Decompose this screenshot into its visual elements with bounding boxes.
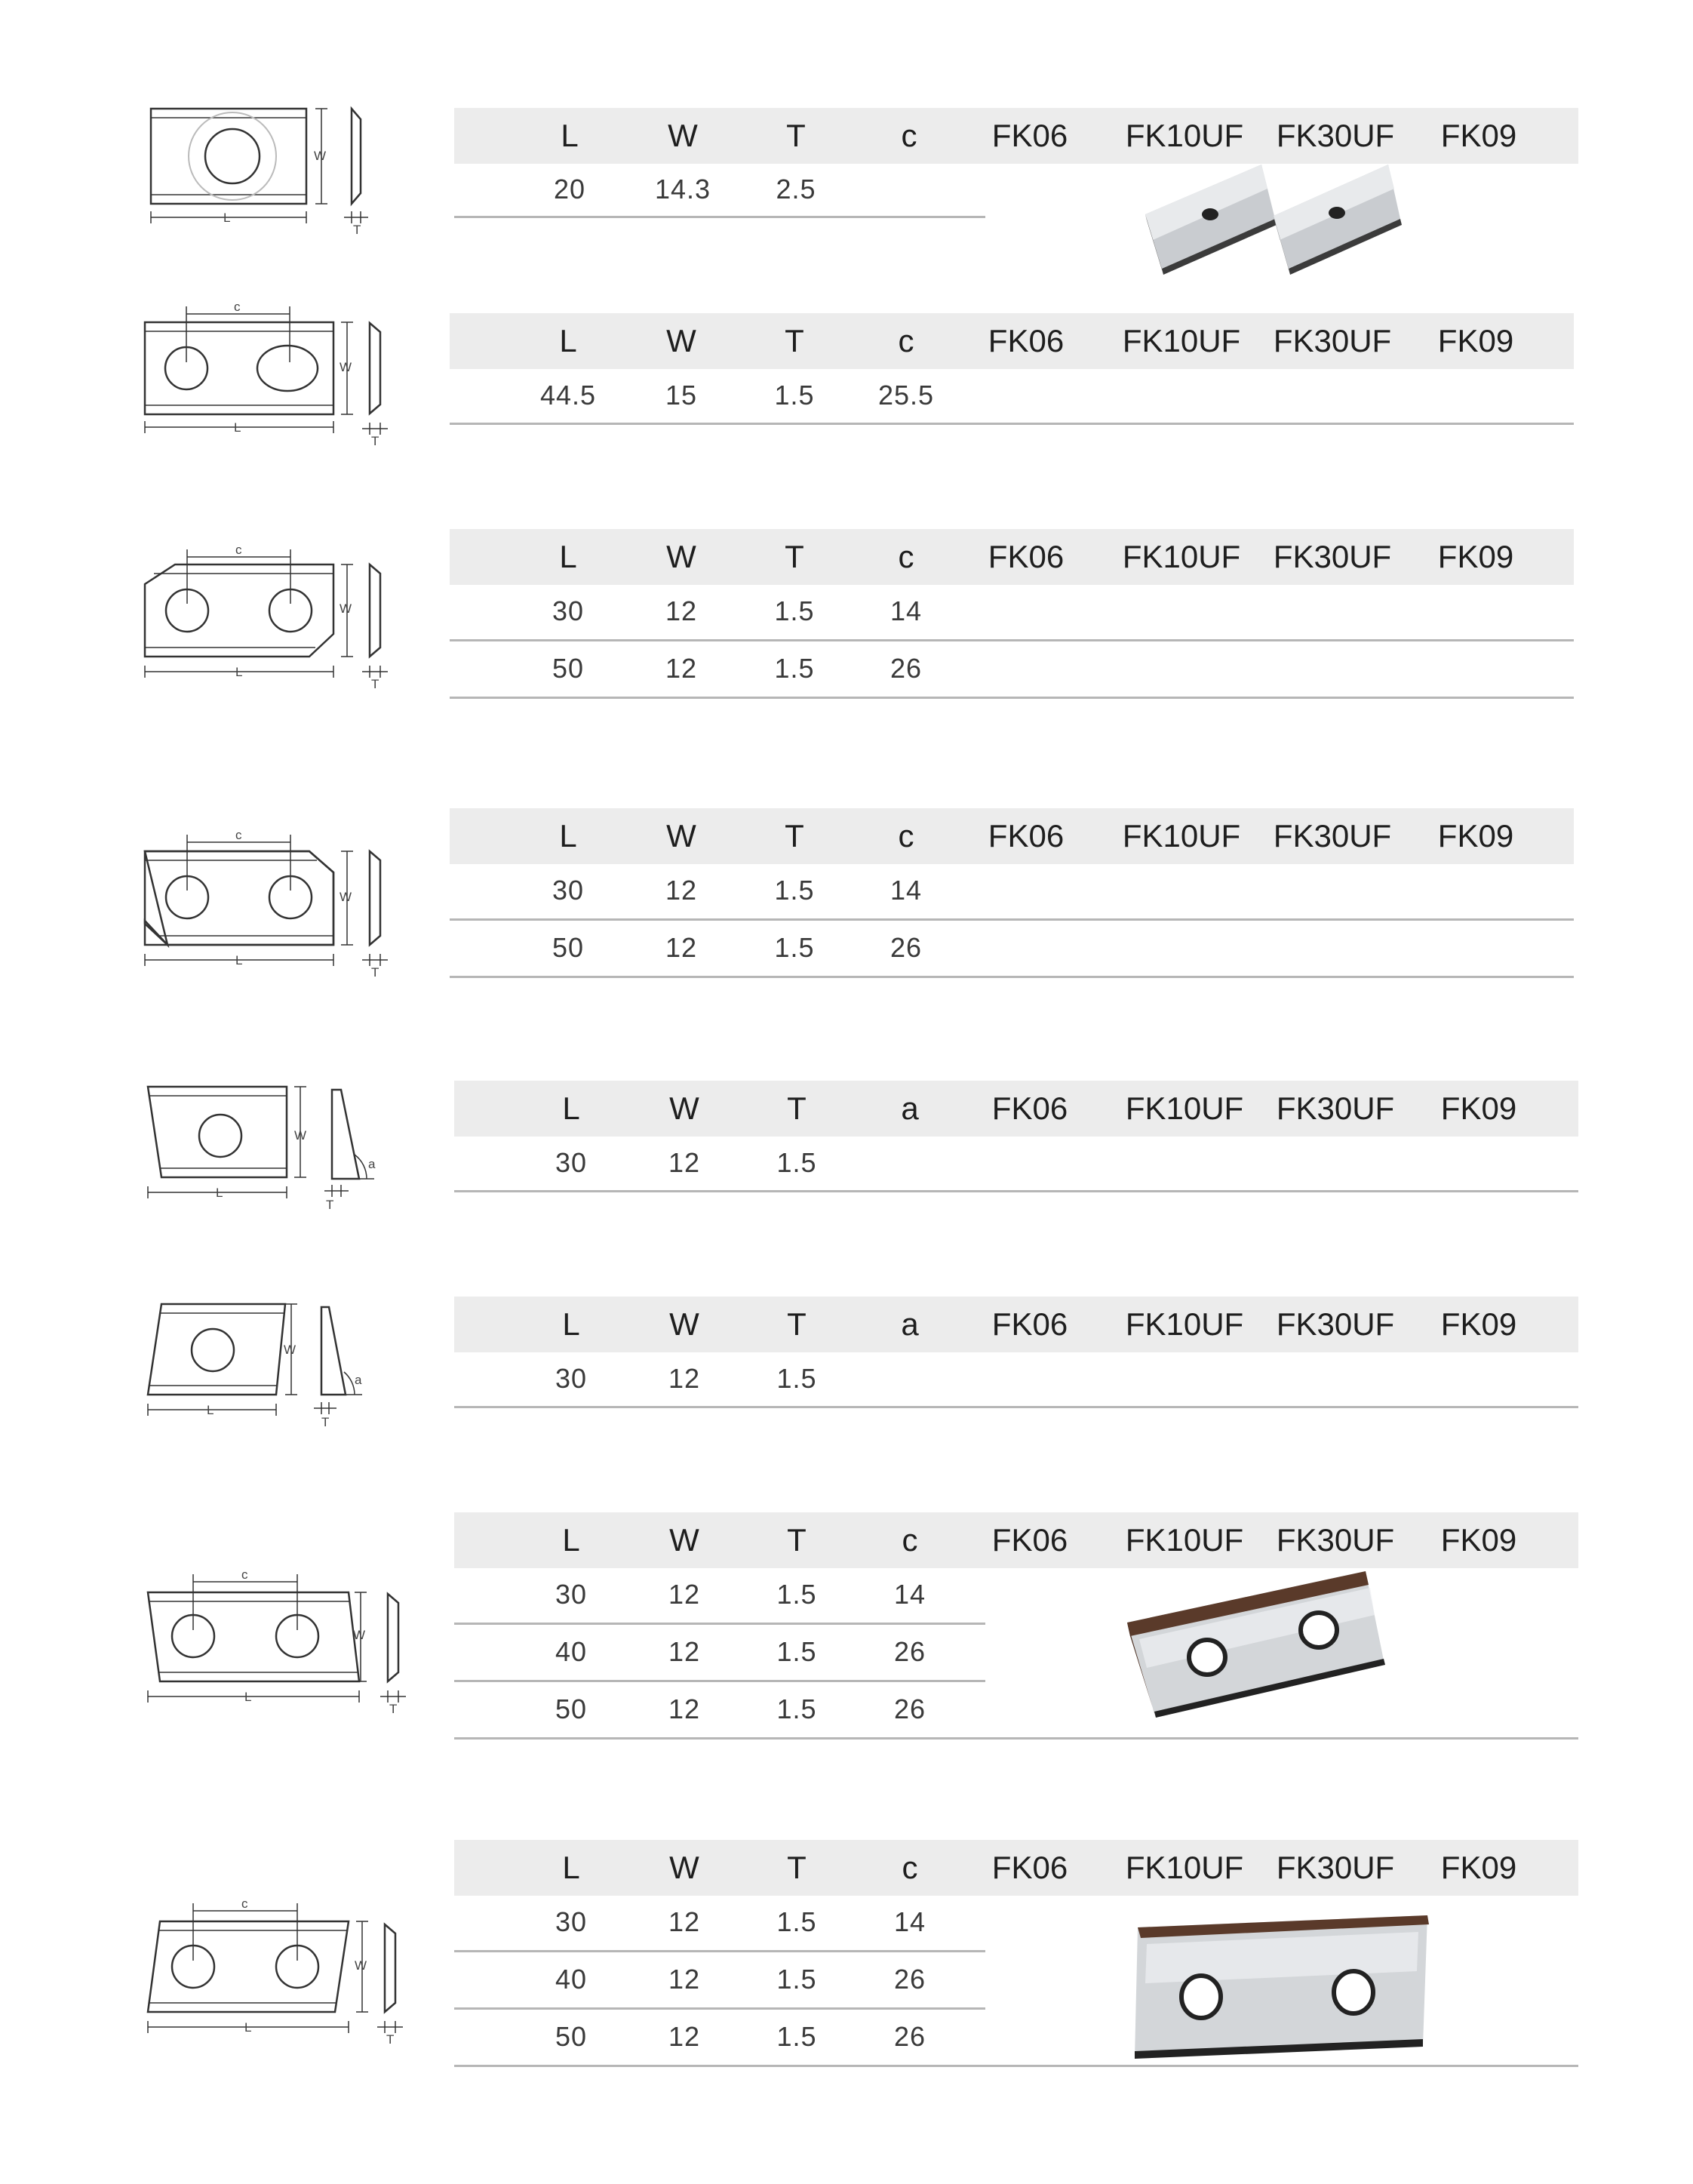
- col-header-fk09: FK09: [1440, 118, 1517, 153]
- col-header-fk06: FK06: [991, 1306, 1068, 1342]
- col-header-param4: c: [901, 118, 917, 153]
- cell-l: 30: [555, 1147, 588, 1178]
- col-header-fk09: FK09: [1437, 539, 1514, 574]
- cell-t: 1.5: [776, 1579, 817, 1610]
- dim-label-center: c: [241, 1896, 248, 1911]
- col-header-l: L: [562, 1522, 580, 1558]
- cell-w: 12: [665, 653, 698, 684]
- col-header-fk30uf: FK30UF: [1276, 1850, 1395, 1885]
- col-header-fk06: FK06: [991, 1850, 1068, 1885]
- dim-label-thickness: T: [321, 1415, 330, 1429]
- col-header-fk10uf: FK10UF: [1125, 1306, 1244, 1342]
- dim-label-length: L: [234, 420, 241, 435]
- col-header-fk30uf: FK30UF: [1273, 323, 1392, 358]
- col-header-fk10uf: FK10UF: [1122, 818, 1241, 854]
- cell-l: 50: [552, 932, 585, 963]
- cell-param4: 14: [890, 595, 923, 626]
- cell-param4: 14: [893, 1579, 926, 1610]
- dim-label-width: W: [340, 601, 352, 616]
- cell-l: 30: [555, 1579, 588, 1610]
- col-header-fk06: FK06: [991, 118, 1068, 153]
- dim-label-length: L: [216, 1186, 223, 1200]
- col-header-fk10uf: FK10UF: [1122, 323, 1241, 358]
- cell-t: 1.5: [776, 2021, 817, 2052]
- dim-label-length: L: [223, 211, 231, 225]
- cell-w: 15: [665, 380, 698, 411]
- cell-w: 12: [665, 932, 698, 963]
- cell-param4: 26: [893, 1964, 926, 1995]
- col-header-fk10uf: FK10UF: [1122, 539, 1241, 574]
- col-header-param4: c: [898, 539, 914, 574]
- col-header-fk30uf: FK30UF: [1276, 1306, 1395, 1342]
- col-header-w: W: [666, 818, 696, 854]
- dim-label-length: L: [244, 2020, 252, 2035]
- col-header-t: T: [787, 1522, 807, 1558]
- cell-t: 1.5: [774, 653, 815, 684]
- col-header-fk30uf: FK30UF: [1276, 1522, 1395, 1558]
- col-header-param4: a: [901, 1090, 919, 1126]
- dim-label-width: W: [340, 360, 352, 374]
- cell-w: 12: [668, 1363, 701, 1394]
- col-header-param4: a: [901, 1306, 919, 1342]
- cell-l: 30: [552, 595, 585, 626]
- col-header-t: T: [787, 1090, 807, 1126]
- col-header-fk30uf: FK30UF: [1273, 539, 1392, 574]
- dim-label-thickness: T: [371, 965, 379, 980]
- dim-label-thickness: T: [353, 223, 361, 237]
- cell-t: 1.5: [776, 1363, 817, 1394]
- cell-t: 1.5: [776, 1693, 817, 1724]
- cell-w: 14.3: [654, 174, 711, 205]
- col-header-l: L: [559, 323, 577, 358]
- dim-label-width: W: [355, 1958, 367, 1973]
- cell-l: 40: [555, 1636, 588, 1667]
- col-header-fk10uf: FK10UF: [1125, 1850, 1244, 1885]
- cell-w: 12: [668, 1964, 701, 1995]
- col-header-w: W: [669, 1522, 699, 1558]
- col-header-fk30uf: FK30UF: [1276, 118, 1395, 153]
- cell-param4: 25.5: [877, 380, 935, 411]
- cell-w: 12: [668, 1147, 701, 1178]
- cell-l: 30: [552, 875, 585, 906]
- col-header-l: L: [561, 118, 579, 153]
- cell-param4: 26: [893, 2021, 926, 2052]
- cell-param4: 26: [890, 932, 923, 963]
- col-header-l: L: [559, 818, 577, 854]
- col-header-fk09: FK09: [1437, 323, 1514, 358]
- cell-t: 1.5: [774, 932, 815, 963]
- col-header-l: L: [562, 1090, 580, 1126]
- dim-label-center: c: [234, 300, 241, 314]
- col-header-t: T: [787, 1306, 807, 1342]
- col-header-w: W: [666, 323, 696, 358]
- dim-label-thickness: T: [326, 1198, 334, 1212]
- col-header-w: W: [669, 1090, 699, 1126]
- dim-label-center: c: [235, 543, 242, 557]
- cell-t: 1.5: [776, 1964, 817, 1995]
- cell-w: 12: [668, 1636, 701, 1667]
- col-header-fk09: FK09: [1440, 1850, 1517, 1885]
- col-header-l: L: [559, 539, 577, 574]
- cell-param4: 26: [893, 1636, 926, 1667]
- cell-w: 12: [665, 595, 698, 626]
- col-header-fk30uf: FK30UF: [1273, 818, 1392, 854]
- cell-t: 1.5: [774, 595, 815, 626]
- col-header-w: W: [668, 118, 698, 153]
- col-header-fk09: FK09: [1440, 1090, 1517, 1126]
- cell-param4: 14: [893, 1906, 926, 1937]
- col-header-t: T: [787, 1850, 807, 1885]
- col-header-w: W: [669, 1850, 699, 1885]
- cell-w: 12: [668, 1906, 701, 1937]
- col-header-fk09: FK09: [1440, 1306, 1517, 1342]
- dim-label-width: W: [294, 1128, 307, 1143]
- col-header-fk10uf: FK10UF: [1125, 118, 1244, 153]
- col-header-fk30uf: FK30UF: [1276, 1090, 1395, 1126]
- col-header-t: T: [785, 323, 804, 358]
- cell-t: 1.5: [776, 1636, 817, 1667]
- cell-l: 50: [555, 2021, 588, 2052]
- col-header-w: W: [669, 1306, 699, 1342]
- cell-l: 30: [555, 1363, 588, 1394]
- col-header-fk06: FK06: [988, 323, 1065, 358]
- cell-l: 50: [555, 1693, 588, 1724]
- col-header-fk10uf: FK10UF: [1125, 1090, 1244, 1126]
- col-header-t: T: [785, 818, 804, 854]
- col-header-fk06: FK06: [991, 1522, 1068, 1558]
- cell-t: 1.5: [774, 380, 815, 411]
- cell-w: 12: [668, 1579, 701, 1610]
- col-header-param4: c: [898, 818, 914, 854]
- col-header-fk09: FK09: [1440, 1522, 1517, 1558]
- cell-l: 50: [552, 653, 585, 684]
- col-header-t: T: [786, 118, 806, 153]
- dim-label-length: L: [235, 953, 243, 967]
- dim-label-length: L: [235, 665, 243, 679]
- cell-t: 2.5: [776, 174, 816, 205]
- cell-t: 1.5: [776, 1906, 817, 1937]
- dim-label-center: c: [241, 1567, 248, 1582]
- cell-w: 12: [665, 875, 698, 906]
- cell-t: 1.5: [776, 1147, 817, 1178]
- col-header-fk06: FK06: [991, 1090, 1068, 1126]
- dim-label-length: L: [207, 1403, 214, 1417]
- cell-t: 1.5: [774, 875, 815, 906]
- col-header-param4: c: [898, 323, 914, 358]
- cell-l: 30: [555, 1906, 588, 1937]
- dim-label-width: W: [284, 1343, 297, 1357]
- cell-w: 12: [668, 1693, 701, 1724]
- col-header-w: W: [666, 539, 696, 574]
- dim-label-thickness: T: [371, 434, 379, 448]
- dim-label-width: W: [353, 1628, 366, 1642]
- cell-l: 40: [555, 1964, 588, 1995]
- dim-label-length: L: [244, 1690, 252, 1704]
- cell-param4: 26: [893, 1693, 926, 1724]
- col-header-param4: c: [902, 1850, 918, 1885]
- col-header-fk09: FK09: [1437, 818, 1514, 854]
- dim-label-width: W: [340, 890, 352, 904]
- cell-l: 44.5: [539, 380, 597, 411]
- col-header-l: L: [562, 1306, 580, 1342]
- dim-label-thickness: T: [389, 1702, 398, 1716]
- dim-label-width: W: [314, 149, 327, 163]
- cell-param4: 26: [890, 653, 923, 684]
- cell-w: 12: [668, 2021, 701, 2052]
- col-header-t: T: [785, 539, 804, 574]
- col-header-l: L: [562, 1850, 580, 1885]
- dim-label-thickness: T: [371, 677, 379, 691]
- dim-label-angle: a: [368, 1157, 376, 1171]
- col-header-param4: c: [902, 1522, 918, 1558]
- col-header-fk06: FK06: [988, 539, 1065, 574]
- cell-param4: 14: [890, 875, 923, 906]
- dim-label-thickness: T: [386, 2032, 395, 2047]
- dim-label-angle: a: [355, 1373, 362, 1387]
- cell-l: 20: [553, 174, 586, 205]
- dim-label-center: c: [235, 828, 242, 842]
- col-header-fk06: FK06: [988, 818, 1065, 854]
- col-header-fk10uf: FK10UF: [1125, 1522, 1244, 1558]
